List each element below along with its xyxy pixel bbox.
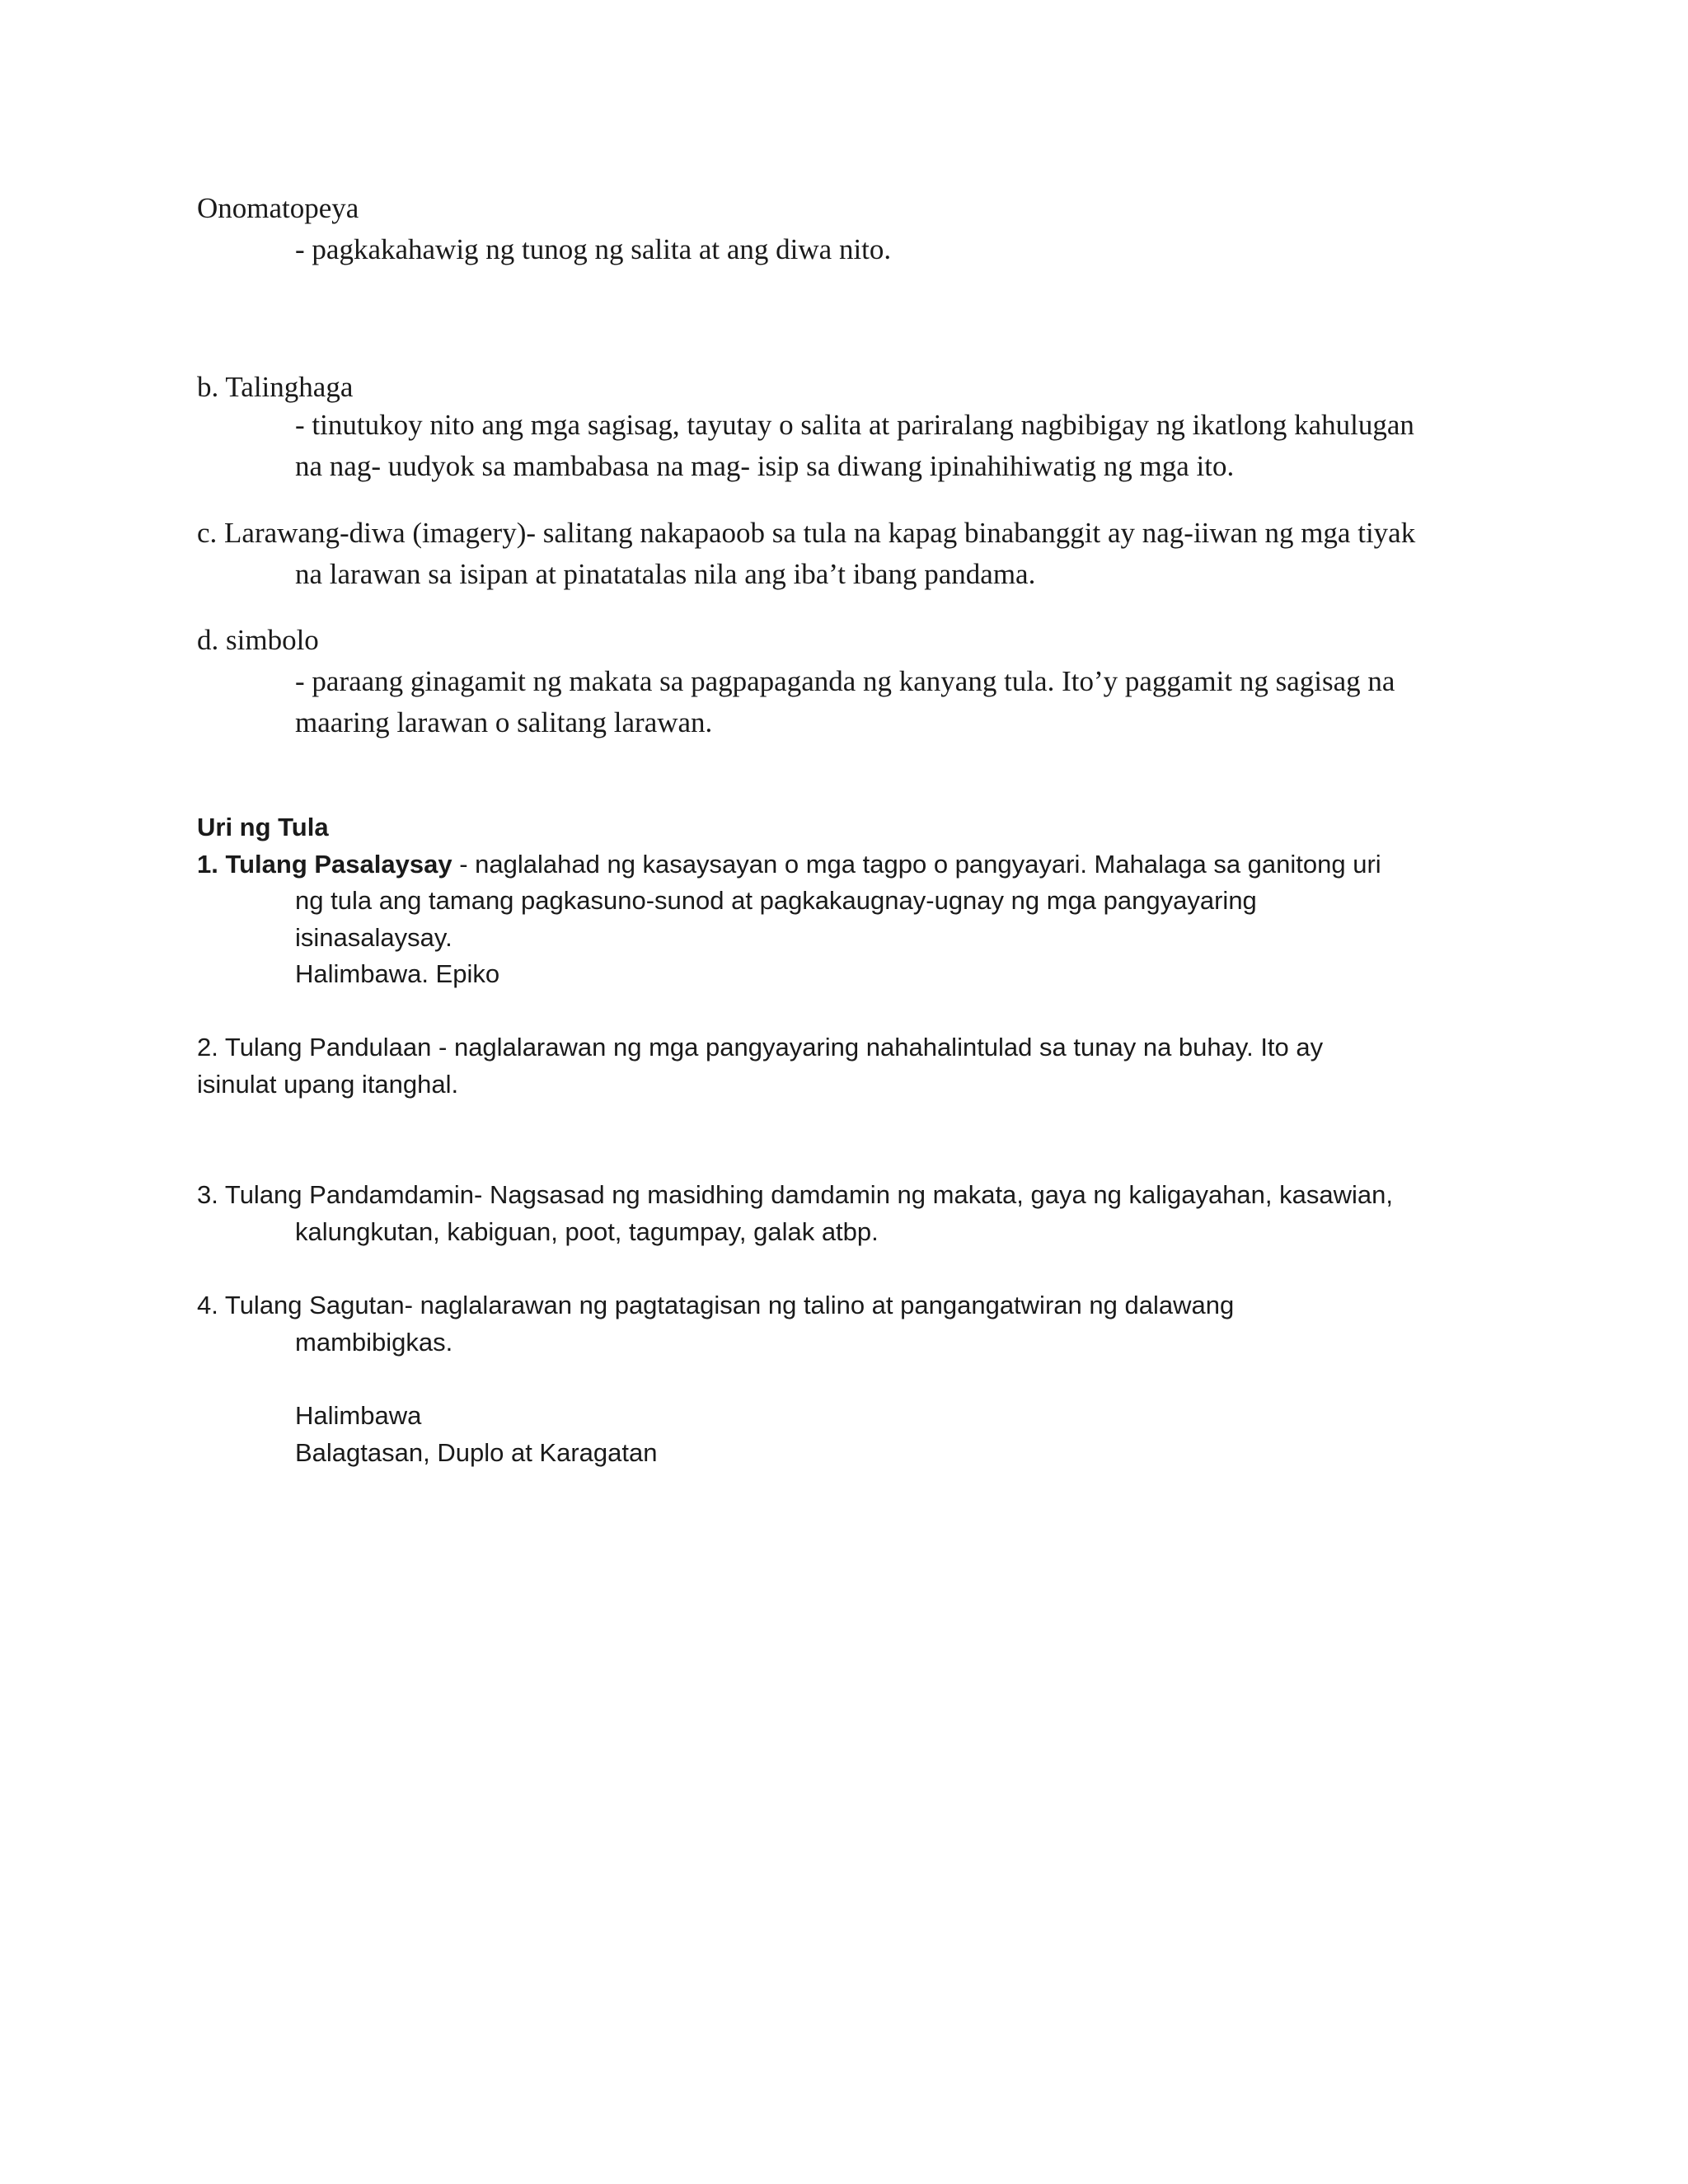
sagutan-line1: 4. Tulang Sagutan- naglalarawan ng pagtatagisan ng talino at pangangatwiran ng dalawang bbox=[197, 1291, 1235, 1319]
pasalaysay-example: Halimbawa. Epiko bbox=[295, 959, 500, 988]
simbolo-definition-line2: maaring larawan o salitang larawan. bbox=[295, 706, 713, 738]
sagutan-example-value: Balagtasan, Duplo at Karagatan bbox=[295, 1438, 658, 1467]
simbolo-definition-line1: - paraang ginagamit ng makata sa pagpapaganda ng kanyang tula. Ito’y paggamit ng sagisag na bbox=[295, 665, 1395, 697]
uri-ng-tula-heading: Uri ng Tula bbox=[197, 813, 329, 841]
simbolo-heading: d. simbolo bbox=[197, 624, 319, 656]
pandulaan-line2: isinulat upang itanghal. bbox=[197, 1070, 459, 1099]
pasalaysay-line1 bbox=[197, 850, 1381, 879]
pasalaysay-line3: isinasalaysay. bbox=[295, 923, 452, 952]
sagutan-example-label: Halimbawa bbox=[295, 1401, 422, 1430]
larawang-diwa-line2: na larawan sa isipan at pinatatalas nila ang iba’t ibang pandama. bbox=[295, 558, 1036, 590]
pasalaysay-term: 1. Tulang Pasalaysay bbox=[197, 850, 452, 879]
larawang-diwa-line1: c. Larawang-diwa (imagery)- salitang nakapaoob sa tula na kapag binabanggit ay nag-iiwan ng mga tiyak bbox=[197, 517, 1416, 549]
sagutan-line2: mambibigkas. bbox=[295, 1328, 453, 1357]
pandulaan-line1: 2. Tulang Pandulaan - naglalarawan ng mga pangyayaring nahahalintulad sa tunay na buhay. Ito ay bbox=[197, 1033, 1324, 1062]
onomatopeya-definition: - pagkakahawig ng tunog ng salita at ang diwa nito. bbox=[295, 233, 892, 265]
talinghaga-definition-line2: na nag- uudyok sa mambabasa na mag- isip sa diwang ipinahihiwatig ng mga ito. bbox=[295, 450, 1235, 482]
onomatopeya-heading: Onomatopeya bbox=[197, 192, 359, 224]
talinghaga-heading: b. Talinghaga bbox=[197, 371, 354, 403]
pasalaysay-line1-rest: - naglalahad ng kasaysayan o mga tagpo o pangyayari. Mahalaga sa ganitong uri bbox=[452, 850, 1381, 879]
pandamdamin-line1: 3. Tulang Pandamdamin- Nagsasad ng masidhing damdamin ng makata, gaya ng kaligayahan, kasawian, bbox=[197, 1180, 1393, 1209]
pandamdamin-line2: kalungkutan, kabiguan, poot, tagumpay, galak atbp. bbox=[295, 1217, 879, 1246]
pasalaysay-line2: ng tula ang tamang pagkasuno-sunod at pagkakaugnay-ugnay ng mga pangyayaring bbox=[295, 886, 1257, 915]
talinghaga-definition-line1: - tinutukoy nito ang mga sagisag, tayutay o salita at pariralang nagbibigay ng ikatlong kahulugan bbox=[295, 409, 1414, 441]
